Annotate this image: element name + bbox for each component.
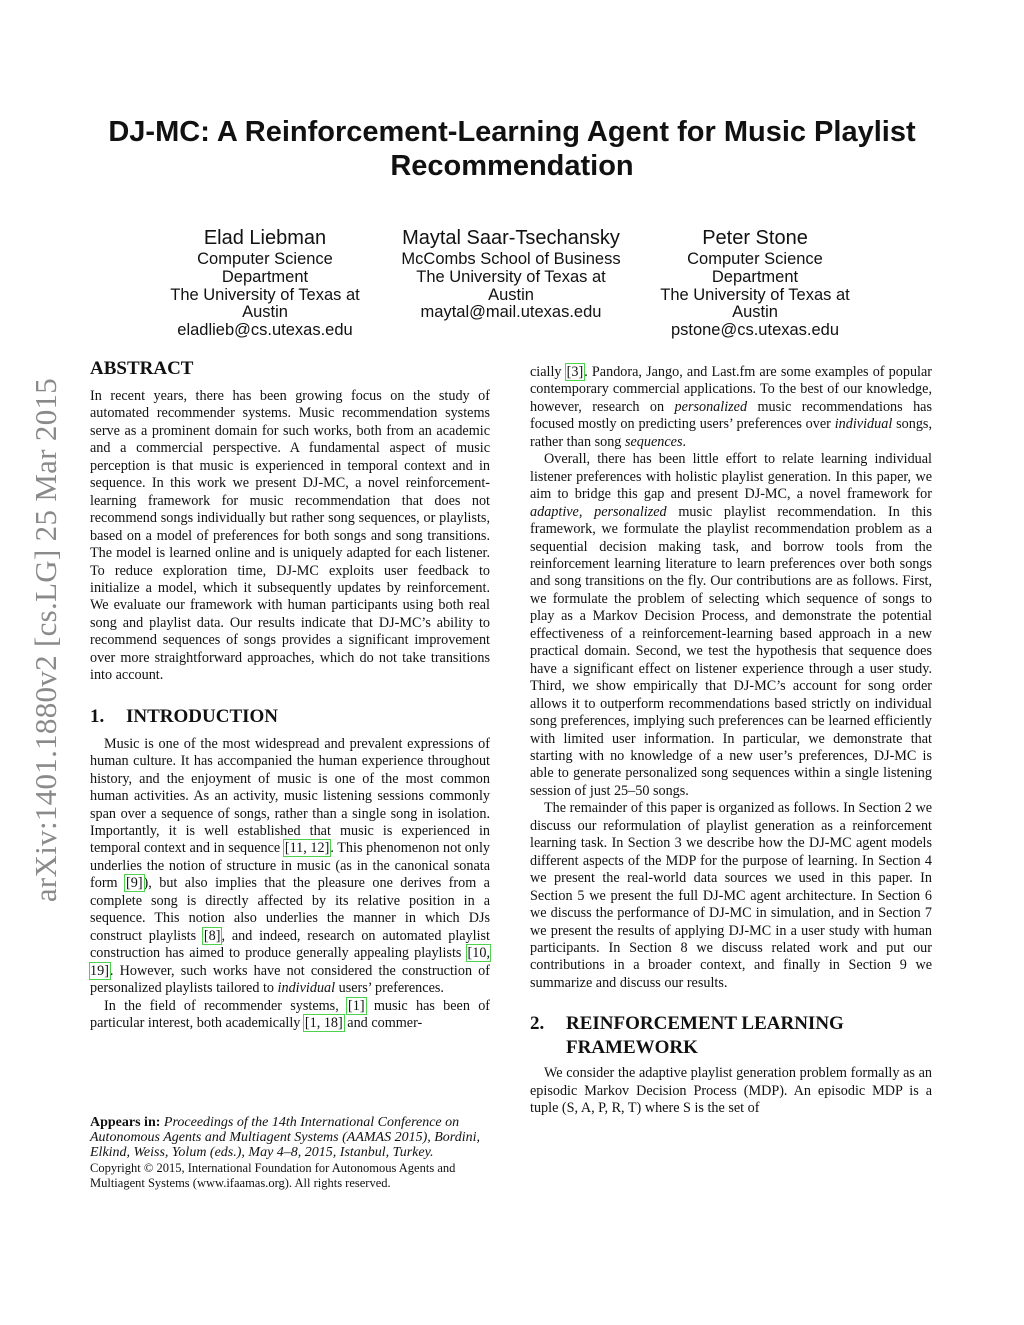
author-email: maytal@mail.utexas.edu	[420, 303, 602, 322]
citation-link[interactable]: [11, 12]	[284, 840, 330, 857]
section-2-title: REINFORCEMENT LEARNING FRAMEWORK	[566, 1013, 844, 1059]
title-line-2: Recommendation	[390, 150, 634, 182]
author-block-saar-tsechansky	[393, 226, 629, 322]
author-block-liebman	[160, 226, 370, 340]
author-affiliation: The University of Texas at	[416, 267, 606, 286]
intro-continued-paragraph: cially [3]. Pandora, Jango, and Last.fm are some examples of popular contemporary commercial applications. To the best of our knowledge, however, research on personalized music recommendations has focused mostly on predicting users’ preferences over individual songs, rather than song sequences.	[530, 364, 933, 450]
citation-link[interactable]: [1, 18]	[304, 1014, 343, 1031]
abstract-heading: ABSTRACT	[90, 358, 194, 379]
citation-link[interactable]: [3]	[566, 364, 584, 380]
author-affiliation: McCombs School of Business	[401, 250, 621, 268]
section-2-number: 2.	[530, 1013, 545, 1035]
author-email: pstone@cs.utexas.edu	[670, 321, 840, 340]
paper-title	[60, 115, 964, 183]
footnote-label: Appears in:	[90, 1115, 161, 1130]
footnote-venue: Proceedings of the 14th International Conference on Autonomous Agents and Multiagent Systems (AAMAS 2015), Bordini, Elkind, Weiss, Yolum (eds.), May 4–8, 2015, Istanbul, Turkey.	[90, 1115, 481, 1161]
citation-link[interactable]: [8]	[203, 927, 221, 944]
citation-link[interactable]: [10, 19]	[90, 945, 490, 979]
right-column	[530, 364, 932, 1118]
abstract-text: In recent years, there has been growing focus on the study of automated recommender systems. Music recommendation systems serve as a prominent domain for such works, both from an academic and a commercial perspective. A fundamental aspect of music perception is that music is experienced in temporal context and in sequence. In this work we present DJ-MC, a novel reinforcement-learning framework for music recommendation that does not recommend songs individually but rather song sequences, or playlists, based on a model of preferences for both songs and song transitions. The model is learned online and is uniquely adapted for each listener. To reduce exploration time, DJ-MC exploits user feedback to initialize a model, which it subsequently updates by reinforcement. We evaluate our framework with human participants using both real song and playlist data. Our results indicate that DJ-MC’s ability to recommend sequences of songs provides a significant improvement over more straightforward approaches, which do not take transitions into account.	[90, 388, 490, 684]
conference-footnote	[90, 1115, 490, 1191]
section-2-paragraph: We consider the adaptive playlist generation problem formally as an episodic Markov Decision Process (MDP). An episodic MDP is a tuple (S, A, P, R, T) where S is the set of	[530, 1065, 932, 1117]
author-affiliation: The University of Texas at	[660, 285, 850, 304]
arxiv-identifier-stamp: arXiv:1401.1880v2 [cs.LG] 25 Mar 2015	[28, 377, 63, 903]
contributions-paragraph: Overall, there has been little effort to relate learning individual listener preferences with holistic playlist generation. In this paper, we aim to bridge this gap and present DJ-MC, a novel framework for adaptive, personalized music playlist recommendation. In this framework, we formulate the playlist recommendation problem as a sequential decision making task, and borrow tools from the reinforcement learning literature to learn preferences over both songs and song transitions on the fly. Our contributions are as follows. First, we formulate the problem of selecting which sequence of songs to play as a Markov Decision Process, and demonstrate the potential effectiveness of a reinforcement-learning based approach in a new practical domain. Second, we test the hypothesis that sequence does have a significant effect on listener experience through a user study. Third, we show empirically that DJ-MC’s account for song order allows it to outperform recommendations based strictly on individual song preferences, implying such preferences can be learned efficiently with limited user information. In particular, we demonstrate that starting with no knowledge of a new user’s preferences, DJ-MC is able to generate personalized song sequences within a single listening session of just 25–50 songs.	[530, 451, 932, 799]
intro-paragraph-1: Music is one of the most widespread and prevalent expressions of human culture. It has accompanied the human experience throughout history, and the enjoyment of music is one of the most common human activities. As an activity, music listening sessions commonly span over a sequence of songs, rather than a single song in isolation. Importantly, it is well established that music is experienced in temporal context and in sequence [11, 12]. This phenomenon not only underlies the notion of structure in music (as in the canonical sonata form [9]), but also implies that the pleasure one derives from a complete song is directly affected by its relative position in a sequence. This notion also underlies the manner in which DJs construct playlists [8], and indeed, research on automated playlist construction has aimed to produce generally appealing playlists [10, 19]. However, such works have not considered the construction of personalized playlists tailored to individual users’ preferences.	[90, 735, 490, 997]
author-affiliation: Austin	[488, 285, 534, 304]
citation-link[interactable]: [9]	[126, 875, 143, 892]
organization-paragraph: The remainder of this paper is organized as follows. In Section 2 we discuss our reformulation of playlist generation as a reinforcement learning task. In Section 3 we describe how the DJ-MC agent models different aspects of the MDP for the purpose of learning. In Section 4 we present the real-world data sources we used in this paper. In Section 5 we present the full DJ-MC agent architecture. In Section 6 we discuss the performance of DJ-MC in simulation, and in Section 7 we present the results of applying DJ-MC in a user study with human participants. In Section 8 we discuss related work and put our contributions in a broader context, and finally in Section 9 we summarize and discuss our results.	[530, 800, 932, 991]
citation-link[interactable]: [1]	[348, 997, 365, 1014]
author-affiliation: Austin	[242, 303, 288, 322]
author-affiliation: Department	[221, 267, 309, 286]
title-line-1: DJ-MC: A Reinforcement-Learning Agent for Music Playlist	[108, 116, 916, 148]
author-affiliation: The University of Texas at	[170, 285, 360, 304]
intro-paragraph-2: In the field of recommender systems, [1] music has been of particular interest, both academically [1, 18] and commer-	[90, 997, 491, 1031]
footnote-copyright: Copyright © 2015, International Foundation for Autonomous Agents and Multiagent Systems (www.ifaamas.org). All rights reserved.	[90, 1160, 456, 1190]
author-name: Elad Liebman	[203, 227, 327, 249]
author-name: Peter Stone	[702, 227, 808, 249]
author-name: Maytal Saar-Tsechansky	[402, 227, 620, 249]
left-column	[90, 358, 490, 1032]
intro-section-title: INTRODUCTION	[126, 705, 279, 727]
author-affiliation: Computer Science	[687, 250, 823, 268]
intro-heading	[90, 706, 490, 728]
author-block-stone	[650, 226, 860, 340]
author-email: eladlieb@cs.utexas.edu	[177, 321, 353, 340]
section-2-heading	[530, 1012, 932, 1060]
intro-section-number: 1.	[90, 705, 105, 727]
author-affiliation: Austin	[732, 303, 778, 322]
author-affiliation: Department	[711, 267, 799, 286]
author-affiliation: Computer Science	[197, 250, 333, 268]
